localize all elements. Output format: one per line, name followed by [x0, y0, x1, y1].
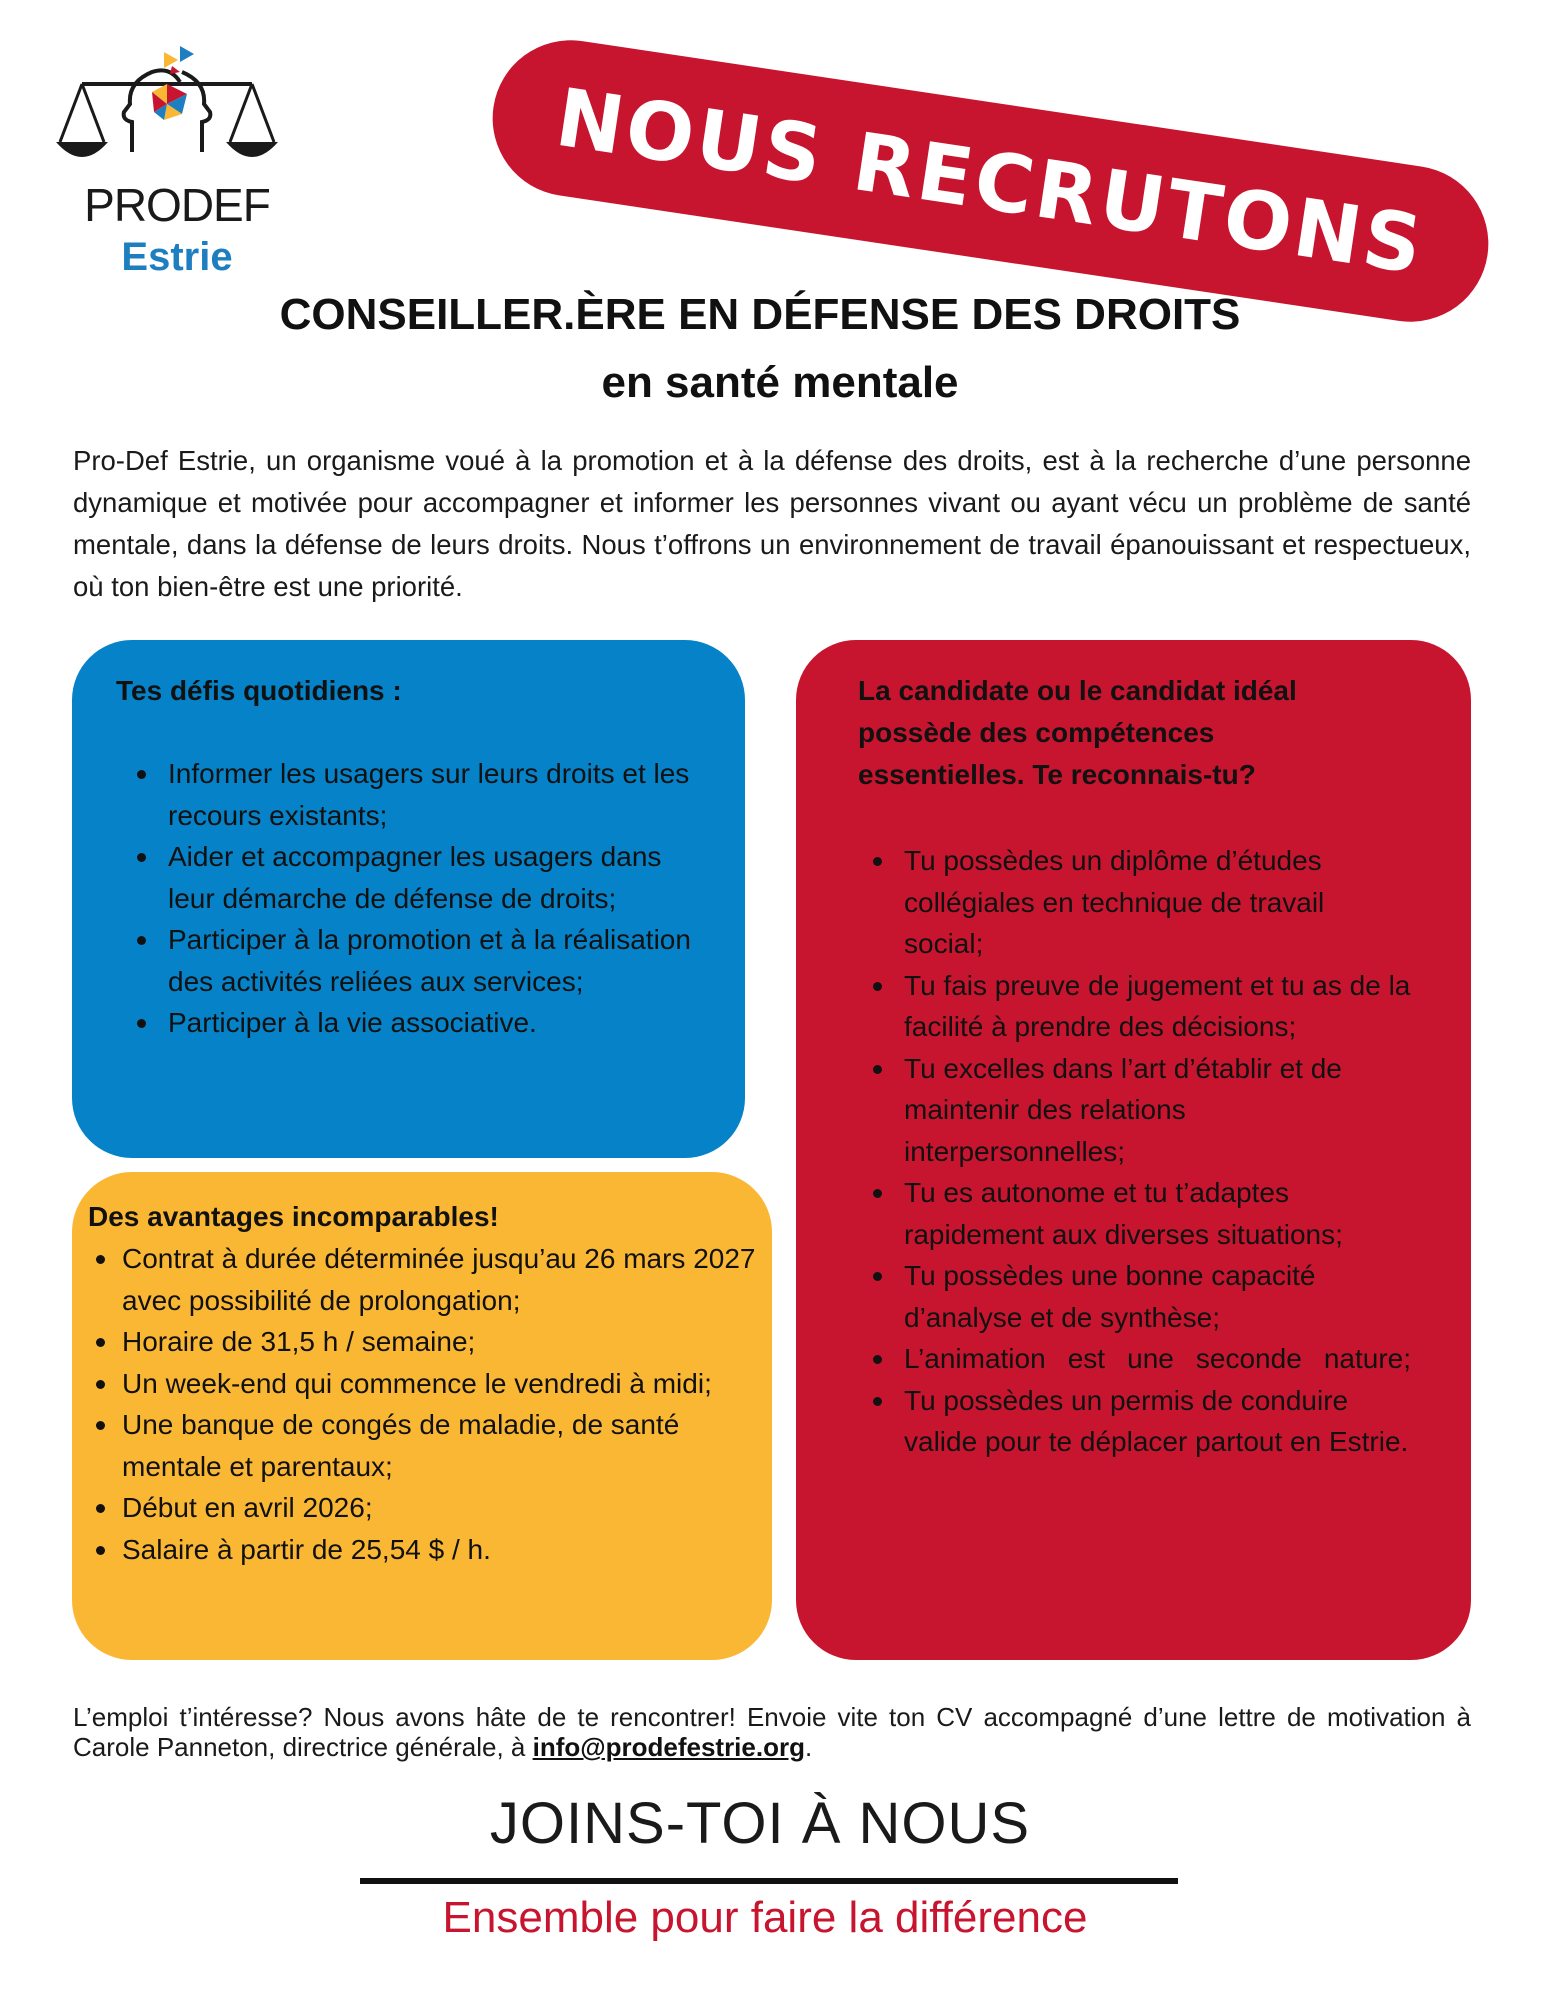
challenges-list — [116, 753, 705, 1044]
job-title: CONSEILLER.ÈRE EN DÉFENSE DES DROITS — [279, 290, 1241, 339]
list-item: L’animation est une seconde nature; — [904, 1338, 1411, 1380]
list-item: Horaire de 31,5 h / semaine; — [122, 1321, 762, 1363]
email-link[interactable]: info@prodefestrie.org — [532, 1732, 805, 1762]
benefits-heading: Des avantages incomparables! — [88, 1201, 499, 1232]
recruiting-banner — [482, 30, 1499, 333]
call-to-action — [73, 1702, 1471, 1762]
cta-end: . — [804, 1732, 813, 1762]
cta-text: L’emploi t’intéresse? Nous avons hâte de te rencontrer! Envoie vite ton CV accompagné d’une lettre de motivation à Carole Panneton, directrice générale, à — [73, 1702, 1471, 1762]
list-item: Contrat à durée déterminée jusqu’au 26 mars 2027 avec possibilité de prolongation; — [122, 1238, 762, 1321]
profile-heading: La candidate ou le candidat idéal possède des compétences essentielles. Te reconnais-tu? — [858, 675, 1297, 790]
intro-paragraph: Pro-Def Estrie, un organisme voué à la promotion et à la défense des droits, est à la recherche d’une personne dynamique et motivée pour accompagner et informer les personnes vivant ou ayant vécu un problème de santé mentale, dans la défense de leurs droits. Nous t’offrons un environnement de travail épanouissant et respectueux, où ton bien-être est une priorité. — [73, 445, 1471, 602]
challenges-card — [72, 640, 745, 1158]
list-item: Tu es autonome et tu t’adaptes rapidement aux diverses situations; — [904, 1172, 1411, 1255]
list-item: Informer les usagers sur leurs droits et les recours existants; — [168, 753, 695, 836]
slogan: Ensemble pour faire la différence — [442, 1893, 1088, 1942]
profile-card — [796, 640, 1471, 1660]
scales-of-justice-icon — [52, 42, 282, 182]
list-item: Tu possèdes une bonne capacité d’analyse et de synthèse; — [904, 1255, 1411, 1338]
job-subtitle: en santé mentale — [601, 358, 959, 407]
list-item: Participer à la promotion et à la réalisation des activités reliées aux services; — [168, 919, 695, 1002]
list-item: Tu possèdes un diplôme d’études collégiales en technique de travail social; — [904, 840, 1411, 965]
join-us-heading: JOINS-TOI À NOUS — [489, 1791, 1031, 1856]
challenges-heading: Tes défis quotidiens : — [116, 675, 402, 706]
list-item: Participer à la vie associative. — [168, 1002, 695, 1044]
list-item: Salaire à partir de 25,54 $ / h. — [122, 1529, 762, 1571]
logo-text-prodef: PRODEF — [84, 179, 270, 231]
list-item: Tu fais preuve de jugement et tu as de la facilité à prendre des décisions; — [904, 965, 1411, 1048]
list-item: Tu possèdes un permis de conduire valide pour te déplacer partout en Estrie. — [904, 1380, 1411, 1463]
profile-list — [858, 840, 1411, 1463]
prodef-logo — [52, 42, 282, 292]
benefits-list — [88, 1238, 762, 1570]
list-item: Aider et accompagner les usagers dans leur démarche de défense de droits; — [168, 836, 695, 919]
list-item: Début en avril 2026; — [122, 1487, 762, 1529]
logo-text-estrie: Estrie — [121, 235, 233, 279]
banner-text: NOUS RECRUTONS — [550, 70, 1431, 292]
list-item: Tu excelles dans l’art d’établir et de maintenir des relations interpersonnelles; — [904, 1048, 1411, 1173]
list-item: Une banque de congés de maladie, de santé mentale et parentaux; — [122, 1404, 762, 1487]
list-item: Un week-end qui commence le vendredi à midi; — [122, 1363, 762, 1405]
benefits-card — [72, 1172, 772, 1660]
divider — [360, 1878, 1178, 1884]
